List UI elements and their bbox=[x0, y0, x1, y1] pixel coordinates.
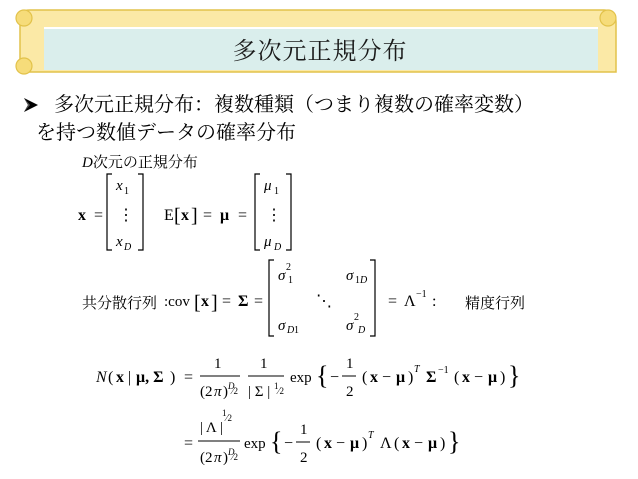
svg-text:2: 2 bbox=[346, 384, 354, 400]
svg-text:[: [ bbox=[194, 292, 201, 314]
svg-text:x: x bbox=[201, 293, 209, 310]
svg-text:−: − bbox=[330, 369, 340, 386]
svg-text:σ: σ bbox=[346, 318, 354, 334]
svg-text:Λ: Λ bbox=[404, 293, 416, 310]
svg-text:(: ( bbox=[362, 369, 368, 386]
svg-text:1: 1 bbox=[355, 275, 360, 286]
svg-text:x: x bbox=[116, 234, 123, 250]
svg-text:1: 1 bbox=[214, 356, 222, 372]
svg-text:| Σ |: | Σ | bbox=[248, 384, 271, 400]
svg-text:x: x bbox=[116, 369, 124, 386]
svg-text:=: = bbox=[184, 435, 194, 452]
svg-text:|: | bbox=[128, 369, 132, 386]
svg-text:=: = bbox=[222, 293, 232, 310]
svg-text:⁄2: ⁄2 bbox=[232, 386, 239, 396]
svg-text:exp: exp bbox=[244, 436, 266, 452]
covariance-label: 共分散行列 bbox=[82, 294, 158, 312]
svg-text:1: 1 bbox=[124, 186, 129, 197]
svg-text:⋱: ⋱ bbox=[316, 293, 332, 310]
svg-text:(2: (2 bbox=[200, 450, 213, 466]
svg-text:⁄2: ⁄2 bbox=[226, 413, 233, 423]
covariance-equation bbox=[160, 256, 470, 342]
svg-text:): ) bbox=[170, 369, 176, 386]
svg-text:−1: −1 bbox=[416, 289, 427, 300]
svg-text:(: ( bbox=[394, 435, 400, 452]
slide-title: 多次元正規分布 bbox=[232, 37, 408, 65]
svg-text:{: { bbox=[316, 361, 329, 390]
svg-text:−: − bbox=[284, 435, 294, 452]
svg-text:}: } bbox=[448, 427, 461, 456]
svg-text:⁄2: ⁄2 bbox=[278, 386, 285, 396]
gaussian-density-equation bbox=[92, 344, 612, 479]
svg-text:=: = bbox=[238, 207, 248, 224]
svg-text:⋮: ⋮ bbox=[118, 207, 134, 224]
vector-x-equation bbox=[60, 170, 380, 256]
precision-label: 精度行列 bbox=[465, 294, 526, 312]
svg-text:1: 1 bbox=[346, 356, 354, 372]
svg-text:μ: μ bbox=[264, 178, 272, 194]
svg-text:x: x bbox=[462, 369, 470, 386]
svg-text:exp: exp bbox=[290, 370, 312, 386]
d-symbol: D bbox=[82, 155, 93, 171]
svg-text:D: D bbox=[228, 381, 235, 391]
svg-text:1: 1 bbox=[274, 381, 279, 391]
svg-text:2: 2 bbox=[300, 450, 308, 466]
svg-text:=: = bbox=[254, 293, 264, 310]
svg-text:(: ( bbox=[316, 435, 322, 452]
svg-text:): ) bbox=[408, 369, 414, 386]
d-dim-label bbox=[82, 151, 198, 172]
svg-text:1: 1 bbox=[294, 325, 299, 336]
svg-text:): ) bbox=[223, 450, 228, 466]
bullet-text-line-1: 多次元正規分布：複数種類（つまり複数の確率変数） bbox=[54, 92, 534, 116]
svg-text::cov: :cov bbox=[164, 294, 190, 310]
svg-text:x: x bbox=[370, 369, 378, 386]
svg-text:μ: μ bbox=[264, 234, 272, 250]
svg-text:{: { bbox=[270, 427, 283, 456]
svg-text:]: ] bbox=[211, 292, 218, 314]
svg-text:μ: μ bbox=[396, 369, 406, 386]
svg-text:(2: (2 bbox=[200, 384, 213, 400]
svg-text:D: D bbox=[124, 242, 132, 253]
svg-text:D: D bbox=[228, 447, 235, 457]
svg-text:Σ: Σ bbox=[238, 293, 249, 310]
svg-text:1: 1 bbox=[222, 408, 227, 418]
svg-text:μ: μ bbox=[428, 435, 438, 452]
svg-text:D: D bbox=[287, 325, 295, 336]
svg-text:1: 1 bbox=[274, 186, 279, 197]
svg-text:−: − bbox=[474, 369, 484, 386]
svg-text:x: x bbox=[116, 178, 123, 194]
svg-text:⁄2: ⁄2 bbox=[232, 452, 239, 462]
svg-text:Λ: Λ bbox=[380, 435, 392, 452]
svg-text:1: 1 bbox=[300, 422, 308, 438]
svg-text:π: π bbox=[214, 450, 222, 466]
svg-text:−1: −1 bbox=[438, 365, 449, 376]
svg-text:μ, Σ: μ, Σ bbox=[136, 369, 164, 386]
svg-text:⋮: ⋮ bbox=[266, 207, 282, 224]
svg-text:μ: μ bbox=[350, 435, 360, 452]
svg-text:x: x bbox=[181, 207, 189, 224]
svg-text:=: = bbox=[94, 207, 104, 224]
svg-text:D: D bbox=[274, 242, 282, 253]
svg-text:T: T bbox=[414, 364, 420, 375]
svg-text::: : bbox=[432, 293, 437, 310]
svg-text:x: x bbox=[324, 435, 332, 452]
svg-text:π: π bbox=[214, 384, 222, 400]
svg-text:): ) bbox=[223, 384, 228, 400]
svg-text:Σ: Σ bbox=[426, 369, 437, 386]
svg-text:=: = bbox=[388, 293, 398, 310]
svg-text:]: ] bbox=[191, 205, 198, 227]
svg-text:| Λ |: | Λ | bbox=[200, 420, 224, 436]
svg-text:): ) bbox=[440, 435, 446, 452]
svg-text:2: 2 bbox=[354, 312, 359, 323]
svg-text:E: E bbox=[164, 207, 174, 224]
svg-text:1: 1 bbox=[260, 356, 268, 372]
svg-text:1: 1 bbox=[288, 275, 293, 286]
bullet-text-line-2: を持つ数値データの確率分布 bbox=[36, 120, 296, 144]
svg-text:D: D bbox=[358, 325, 366, 336]
svg-text:μ: μ bbox=[220, 207, 230, 224]
svg-text:−: − bbox=[382, 369, 392, 386]
svg-text:D: D bbox=[360, 275, 368, 286]
svg-text:x: x bbox=[402, 435, 410, 452]
svg-text:σ: σ bbox=[278, 268, 286, 284]
svg-text:x: x bbox=[78, 207, 86, 224]
svg-text:[: [ bbox=[174, 205, 181, 227]
svg-text:−: − bbox=[414, 435, 424, 452]
svg-text:): ) bbox=[500, 369, 506, 386]
svg-text:−: − bbox=[336, 435, 346, 452]
d-dim-text: 次元の正規分布 bbox=[92, 153, 198, 171]
svg-text:2: 2 bbox=[286, 262, 291, 273]
arrow-bullet-icon bbox=[22, 96, 40, 114]
svg-text:=: = bbox=[184, 369, 194, 386]
svg-text:μ: μ bbox=[488, 369, 498, 386]
svg-text:=: = bbox=[203, 207, 213, 224]
svg-text:σ: σ bbox=[278, 318, 286, 334]
svg-text:(: ( bbox=[454, 369, 460, 386]
svg-text:): ) bbox=[362, 435, 368, 452]
svg-text:}: } bbox=[508, 361, 521, 390]
svg-text:σ: σ bbox=[346, 268, 354, 284]
svg-text:T: T bbox=[368, 430, 374, 441]
svg-text:N: N bbox=[96, 369, 107, 386]
svg-text:(: ( bbox=[108, 369, 114, 386]
